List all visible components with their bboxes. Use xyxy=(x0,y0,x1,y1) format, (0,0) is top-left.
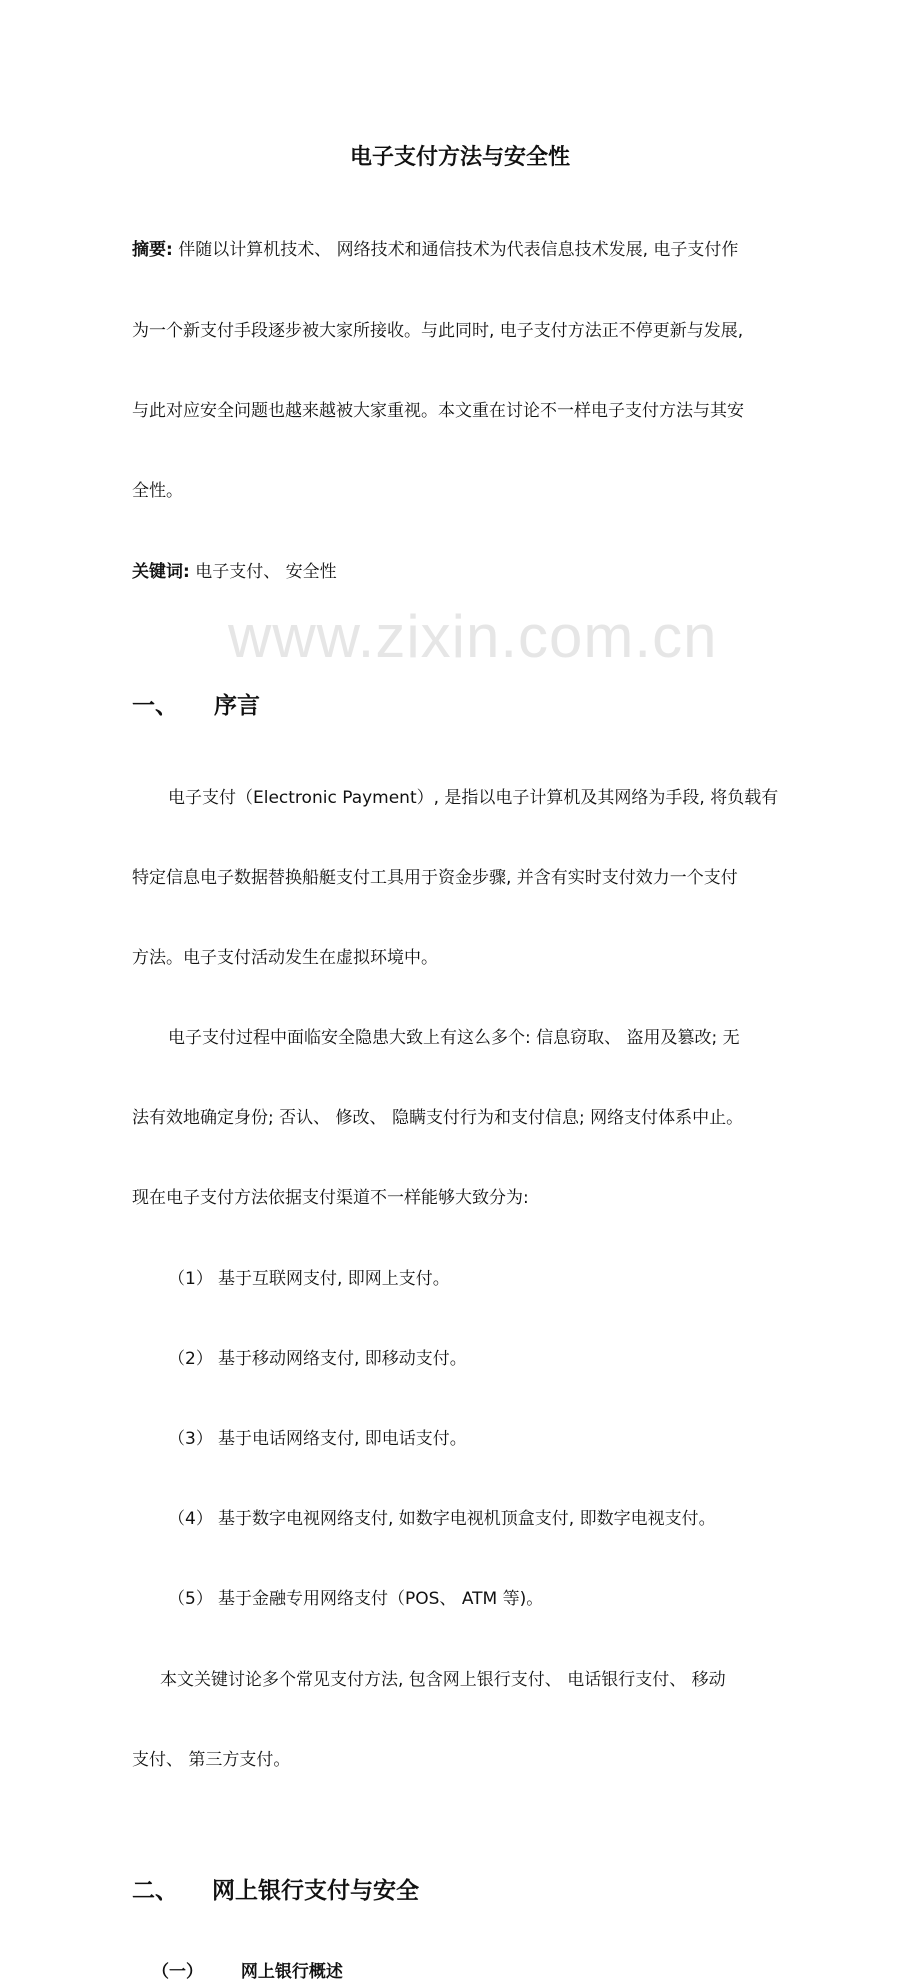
subsection-title: 网上银行概述 xyxy=(240,1962,343,1982)
section-2-number: 二、 xyxy=(132,1878,178,1904)
section-2-title: 网上银行支付与安全 xyxy=(212,1878,420,1904)
list-item-number: （3） xyxy=(168,1429,213,1449)
s1-para2-line-1: 电子支付过程中面临安全隐患大致上有这么多个: 信息窃取、 盗用及篡改; 无 xyxy=(168,1028,740,1048)
list-item xyxy=(168,1499,920,1539)
list-item-number: （4） xyxy=(168,1509,213,1529)
list-item-number: （5） xyxy=(168,1589,213,1609)
abstract-line-2: 为一个新支付手段逐步被大家所接收。与此同时, 电子支付方法正不停更新与发展, xyxy=(132,321,744,341)
list-item xyxy=(168,1339,920,1379)
subsection-number: （一） xyxy=(152,1962,203,1982)
abstract-line-3: 与此对应安全问题也越来越被大家重视。本文重在讨论不一样电子支付方法与其安 xyxy=(132,401,744,421)
list-item xyxy=(168,1259,920,1299)
s1-para1-line-3: 方法。电子支付活动发生在虚拟环境中。 xyxy=(132,948,438,968)
list-item-number: （2） xyxy=(168,1349,213,1369)
s1-para1-line-1: 电子支付（Electronic Payment）, 是指以电子计算机及其网络为手段, 将负载有 xyxy=(168,788,779,808)
list-item-text: 基于互联网支付, 即网上支付。 xyxy=(218,1269,450,1289)
subsection-heading xyxy=(152,1957,920,1982)
abstract-label: 摘要: xyxy=(132,240,173,260)
list-item-text: 基于数字电视网络支付, 如数字电视机顶盒支付, 即数字电视支付。 xyxy=(218,1509,716,1529)
keywords-line xyxy=(132,552,920,592)
section-2-heading xyxy=(132,1872,920,1905)
section-1-heading xyxy=(132,687,920,720)
keywords-text: 电子支付、 安全性 xyxy=(195,562,337,582)
s1-para2-line-3: 现在电子支付方法依据支付渠道不一样能够大致分为: xyxy=(132,1188,529,1208)
abstract-line-4: 全性。 xyxy=(132,481,183,501)
list-item-text: 基于电话网络支付, 即电话支付。 xyxy=(218,1429,467,1449)
list-item-number: （1） xyxy=(168,1269,213,1289)
s1-para2-line-2: 法有效地确定身份; 否认、 修改、 隐瞒支付行为和支付信息; 网络支付体系中止。 xyxy=(132,1108,744,1128)
section-1-number: 一、 xyxy=(132,693,178,719)
s1-para3-line-1: 本文关键讨论多个常见支付方法, 包含网上银行支付、 电话银行支付、 移动 xyxy=(160,1670,726,1690)
list-item xyxy=(168,1419,920,1459)
abstract-line-1 xyxy=(132,230,920,270)
keywords-label: 关键词: xyxy=(132,562,190,582)
s1-para1-line-2: 特定信息电子数据替换船艇支付工具用于资金步骤, 并含有实时支付效力一个支付 xyxy=(132,868,738,888)
list-item-text: 基于移动网络支付, 即移动支付。 xyxy=(218,1349,467,1369)
document-title: 电子支付方法与安全性 xyxy=(349,145,570,170)
list-item xyxy=(168,1579,920,1619)
s1-para3-line-2: 支付、 第三方支付。 xyxy=(132,1750,291,1770)
abstract-text-1: 伴随以计算机技术、 网络技术和通信技术为代表信息技术发展, 电子支付作 xyxy=(178,240,739,260)
section-1-title: 序言 xyxy=(214,693,261,719)
list-item-text: 基于金融专用网络支付（POS、 ATM 等)。 xyxy=(218,1589,544,1609)
watermark: www.zixin.com.cn xyxy=(228,603,718,670)
